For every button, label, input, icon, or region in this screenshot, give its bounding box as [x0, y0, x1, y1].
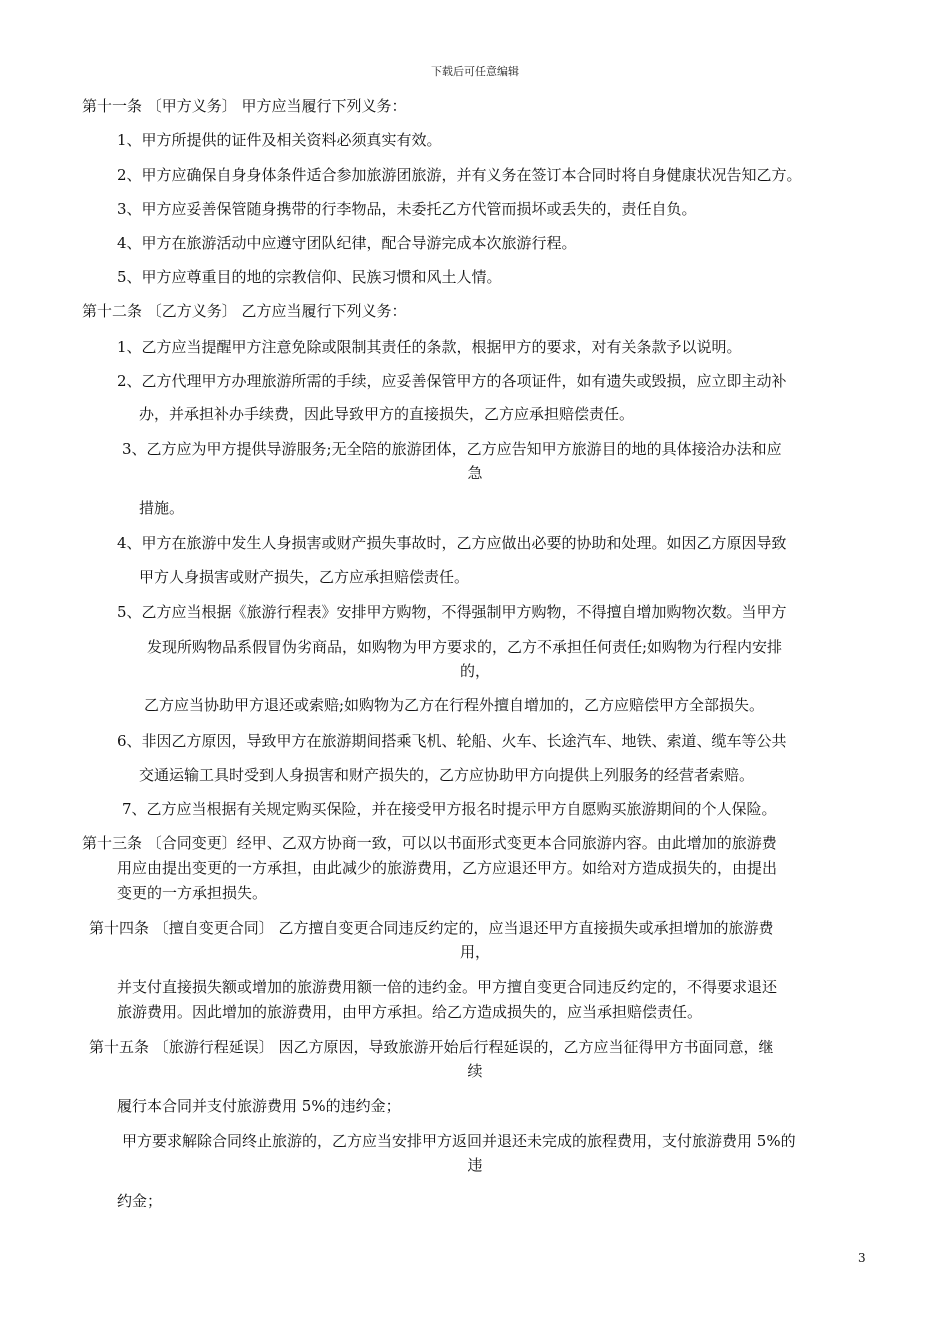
article-12-item-3-wrap: 急 — [467, 464, 483, 482]
article-12-item-5: 5、乙方应当根据《旅游行程表》安排甲方购物，不得强制甲方购物，不得擅自增加购物次数。当甲方 — [117, 603, 787, 621]
article-15-cont-1: 履行本合同并支付旅游费用 5%的违约金； — [117, 1097, 401, 1115]
article-15-wrap-2: 违 — [467, 1156, 483, 1174]
article-11-item-2: 2、甲方应确保自身身体条件适合参加旅游团旅游，并有义务在签订本合同时将自身健康状况告知乙方。 — [117, 166, 802, 184]
article-13-cont-2: 变更的一方承担损失。 — [117, 884, 268, 902]
article-12-heading: 第十二条 〔乙方义务〕 乙方应当履行下列义务： — [82, 302, 407, 320]
article-13-heading: 第十三条 〔合同变更〕经甲、乙双方协商一致，可以以书面形式变更本合同旅游内容。由此增加的旅游费 — [82, 834, 777, 852]
article-12-item-7: 7、乙方应当根据有关规定购买保险，并在接受甲方报名时提示甲方自愿购买旅游期间的个人保险。 — [122, 800, 777, 818]
article-14-cont-1: 并支付直接损失额或增加的旅游费用额一倍的违约金。甲方擅自变更合同违反约定的，不得要求退还 — [117, 978, 778, 996]
article-12-item-1: 1、乙方应当提醒甲方注意免除或限制其责任的条款，根据甲方的要求，对有关条款予以说明。 — [117, 338, 742, 356]
article-12-item-4-cont: 甲方人身损害或财产损失，乙方应承担赔偿责任。 — [139, 568, 470, 586]
article-15-cont-3: 约金； — [117, 1192, 163, 1210]
page-number: 3 — [858, 1251, 866, 1265]
article-15-wrap: 续 — [467, 1062, 483, 1080]
article-11-item-4: 4、甲方在旅游活动中应遵守团队纪律，配合导游完成本次旅游行程。 — [117, 234, 577, 252]
article-12-item-6-cont: 交通运输工具时受到人身损害和财产损失的，乙方应协助甲方向提供上列服务的经营者索赔。 — [139, 766, 755, 784]
article-15-heading: 第十五条 〔旅游行程延误〕 因乙方原因，导致旅游开始后行程延误的，乙方应当征得甲方书面同意，继 — [89, 1038, 774, 1056]
article-12-item-3: 3、乙方应为甲方提供导游服务;无全陪的旅游团体，乙方应告知甲方旅游目的地的具体接洽办法和应 — [122, 440, 782, 458]
article-14-heading: 第十四条 〔擅自变更合同〕 乙方擅自变更合同违反约定的，应当退还甲方直接损失或承担增加的旅游费 — [89, 919, 774, 937]
article-11-item-5: 5、甲方应尊重目的地的宗教信仰、民族习惯和风土人情。 — [117, 268, 502, 286]
article-12-item-5-wrap: 的， — [459, 662, 490, 680]
article-12-item-2-cont: 办，并承担补办手续费，因此导致甲方的直接损失，乙方应承担赔偿责任。 — [139, 405, 635, 423]
article-12-item-6: 6、非因乙方原因，导致甲方在旅游期间搭乘飞机、轮船、火车、长途汽车、地铁、索道、缆车等公共 — [117, 732, 787, 750]
article-12-item-4: 4、甲方在旅游中发生人身损害或财产损失事故时，乙方应做出必要的协助和处理。如因乙方原因导致 — [117, 534, 787, 552]
article-15-cont-2: 甲方要求解除合同终止旅游的，乙方应当安排甲方返回并退还未完成的旅程费用，支付旅游费用 5%的 — [122, 1132, 796, 1150]
article-12-item-3-cont: 措施。 — [139, 499, 185, 517]
article-11-heading: 第十一条 〔甲方义务〕 甲方应当履行下列义务： — [82, 97, 407, 115]
article-14-cont-2: 旅游费用。因此增加的旅游费用，由甲方承担。给乙方造成损失的，应当承担赔偿责任。 — [117, 1003, 703, 1021]
article-12-item-5-cont: 发现所购物品系假冒伪劣商品，如购物为甲方要求的，乙方不承担任何责任;如购物为行程内安排 — [147, 638, 783, 656]
article-12-item-2: 2、乙方代理甲方办理旅游所需的手续，应妥善保管甲方的各项证件，如有遗失或毁损，应立即主动补 — [117, 372, 787, 390]
article-11-item-1: 1、甲方所提供的证件及相关资料必须真实有效。 — [117, 131, 442, 149]
article-13-cont-1: 用应由提出变更的一方承担，由此减少的旅游费用，乙方应退还甲方。如给对方造成损失的，由提出 — [117, 859, 778, 877]
article-12-item-5-cont2: 乙方应当协助甲方退还或索赔;如购物为乙方在行程外擅自增加的，乙方应赔偿甲方全部损失。 — [144, 696, 765, 714]
page-header: 下载后可任意编辑 — [431, 65, 519, 78]
article-14-wrap: 用， — [459, 943, 490, 961]
article-11-item-3: 3、甲方应妥善保管随身携带的行李物品，未委托乙方代管而损坏或丢失的，责任自负。 — [117, 200, 697, 218]
